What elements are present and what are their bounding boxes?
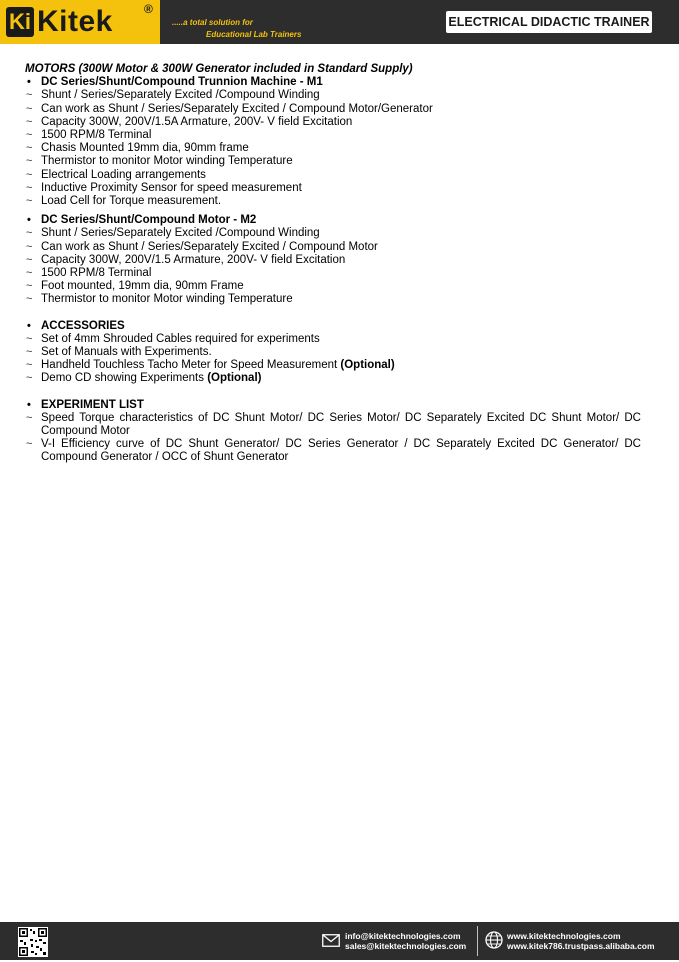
list-item bbox=[25, 346, 641, 359]
list-item bbox=[25, 438, 641, 464]
main-heading: MOTORS (300W Motor & 300W Generator included in Standard Supply) bbox=[25, 63, 413, 75]
tilde-icon: ~ bbox=[26, 129, 33, 142]
tilde-icon: ~ bbox=[26, 168, 33, 181]
tilde-icon: ~ bbox=[26, 293, 33, 306]
kitek-logo bbox=[0, 0, 160, 44]
accessory-text: Handheld Touchless Tacho Meter for Speed Measurement bbox=[41, 359, 338, 372]
qr-code-icon bbox=[18, 927, 48, 957]
list-item bbox=[25, 103, 641, 116]
list-item bbox=[25, 333, 641, 346]
list-item bbox=[25, 227, 641, 240]
logo-mark: Ki bbox=[6, 7, 34, 37]
list-item bbox=[25, 142, 641, 155]
tagline-line-1: .....a total solution for bbox=[172, 18, 253, 27]
list-item-text: Capacity 300W, 200V/1.5A Armature, 200V- V field Excitation bbox=[41, 115, 353, 128]
footer-divider bbox=[477, 926, 478, 956]
page-footer bbox=[0, 922, 679, 960]
page-header bbox=[0, 0, 679, 44]
list-item-text bbox=[41, 359, 641, 372]
tilde-icon: ~ bbox=[26, 438, 33, 451]
email-info-link[interactable]: info@kitektechnologies.com bbox=[345, 931, 461, 941]
list-item bbox=[25, 267, 641, 280]
tagline bbox=[160, 0, 330, 44]
footer-websites bbox=[507, 931, 655, 951]
section-title-accessories bbox=[25, 320, 641, 333]
section-title-text: ACCESSORIES bbox=[41, 319, 125, 332]
tilde-icon: ~ bbox=[26, 372, 33, 385]
mail-icon bbox=[322, 934, 340, 952]
list-item-text: Load Cell for Torque measurement. bbox=[41, 195, 222, 208]
spec-content bbox=[25, 63, 641, 465]
tilde-icon: ~ bbox=[26, 115, 33, 128]
bullet-icon: • bbox=[27, 319, 31, 332]
list-item-text: Shunt / Series/Separately Excited /Compound Winding bbox=[41, 89, 320, 102]
list-item-text: Capacity 300W, 200V/1.5 Armature, 200V- V field Excitation bbox=[41, 253, 346, 266]
tilde-icon: ~ bbox=[26, 195, 33, 208]
section-title-text: DC Series/Shunt/Compound Trunnion Machine - M1 bbox=[41, 76, 323, 89]
section-title-m2 bbox=[25, 214, 641, 227]
list-item bbox=[25, 359, 641, 372]
list-item-text: 1500 RPM/8 Terminal bbox=[41, 129, 152, 142]
bullet-icon: • bbox=[27, 398, 31, 411]
list-item bbox=[25, 169, 641, 182]
section-title-text: DC Series/Shunt/Compound Motor - M2 bbox=[41, 214, 257, 227]
tilde-icon: ~ bbox=[26, 89, 33, 102]
list-item bbox=[25, 372, 641, 385]
footer-emails bbox=[345, 931, 466, 951]
accessory-text: Demo CD showing Experiments bbox=[41, 372, 204, 385]
list-item-text: Shunt / Series/Separately Excited /Compound Winding bbox=[41, 227, 320, 240]
list-item-text: Can work as Shunt / Series/Separately Excited / Compound Motor/Generator bbox=[41, 102, 433, 115]
list-item-text: Can work as Shunt / Series/Separately Excited / Compound Motor bbox=[41, 240, 378, 253]
tilde-icon: ~ bbox=[26, 411, 33, 424]
list-item bbox=[25, 195, 641, 208]
tilde-icon: ~ bbox=[26, 227, 33, 240]
tilde-icon: ~ bbox=[26, 102, 33, 115]
bullet-icon: • bbox=[27, 214, 31, 227]
list-item bbox=[25, 254, 641, 267]
list-item bbox=[25, 293, 641, 306]
email-sales-link[interactable]: sales@kitektechnologies.com bbox=[345, 941, 467, 951]
list-item bbox=[25, 280, 641, 293]
list-item bbox=[25, 155, 641, 168]
list-item bbox=[25, 89, 641, 102]
tilde-icon: ~ bbox=[26, 253, 33, 266]
list-item-text: Set of Manuals with Experiments. bbox=[41, 346, 212, 359]
list-item-text: Electrical Loading arrangements bbox=[41, 168, 206, 181]
list-item bbox=[25, 412, 641, 438]
tilde-icon: ~ bbox=[26, 142, 33, 155]
tilde-icon: ~ bbox=[26, 359, 33, 372]
optional-label: (Optional) bbox=[340, 359, 395, 372]
globe-icon bbox=[485, 931, 503, 954]
tilde-icon: ~ bbox=[26, 240, 33, 253]
list-item-text: Foot mounted, 19mm dia, 90mm Frame bbox=[41, 280, 244, 293]
section-title-m1 bbox=[25, 76, 641, 89]
list-item-text: Speed Torque characteristics of DC Shunt Motor/ DC Series Motor/ DC Separately Excited DC Shunt Motor/ DC Compound Motor bbox=[41, 411, 641, 438]
list-item bbox=[25, 116, 641, 129]
document-title: ELECTRICAL DIDACTIC TRAINER bbox=[446, 11, 652, 33]
list-item-text: V-I Efficiency curve of DC Shunt Generator/ DC Series Generator / DC Separately Excited DC Generator/ DC Compound Generator / OCC of Shunt Generator bbox=[41, 438, 641, 464]
list-item-text: Chasis Mounted 19mm dia, 90mm frame bbox=[41, 142, 249, 155]
logo-text: Kitek bbox=[37, 5, 113, 38]
optional-label: (Optional) bbox=[207, 372, 262, 385]
bullet-icon: • bbox=[27, 76, 31, 89]
section-title-text: EXPERIMENT LIST bbox=[41, 398, 144, 411]
list-item bbox=[25, 241, 641, 254]
tilde-icon: ~ bbox=[26, 280, 33, 293]
list-item-text: Set of 4mm Shrouded Cables required for experiments bbox=[41, 332, 320, 345]
list-item-text: Thermistor to monitor Motor winding Temperature bbox=[41, 293, 293, 306]
website-link[interactable]: www.kitektechnologies.com bbox=[507, 931, 621, 941]
tilde-icon: ~ bbox=[26, 155, 33, 168]
tilde-icon: ~ bbox=[26, 181, 33, 194]
registered-mark: ® bbox=[144, 2, 153, 16]
tilde-icon: ~ bbox=[26, 332, 33, 345]
list-item-text bbox=[41, 372, 641, 385]
list-item bbox=[25, 129, 641, 142]
section-title-experiments bbox=[25, 399, 641, 412]
list-item-text: Inductive Proximity Sensor for speed measurement bbox=[41, 181, 302, 194]
list-item bbox=[25, 182, 641, 195]
list-item-text: 1500 RPM/8 Terminal bbox=[41, 267, 152, 280]
tagline-line-2: Educational Lab Trainers bbox=[206, 30, 302, 39]
tilde-icon: ~ bbox=[26, 267, 33, 280]
list-item-text: Thermistor to monitor Motor winding Temperature bbox=[41, 155, 293, 168]
alibaba-link[interactable]: www.kitek786.trustpass.alibaba.com bbox=[507, 941, 655, 951]
tilde-icon: ~ bbox=[26, 346, 33, 359]
